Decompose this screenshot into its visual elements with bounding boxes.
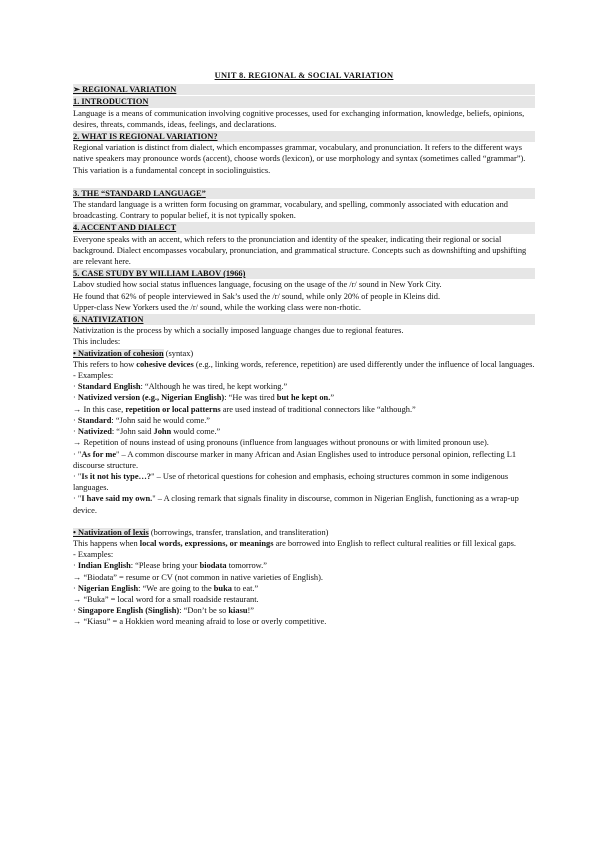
lexis-title: • Nativization of lexis [73,527,149,537]
cohesion-example-6: → Repetition of nouns instead of using pronouns (influence from languages without pronouns or with limited pronoun use). [73,438,489,448]
text-run-bold: Is it not his type…? [81,471,152,481]
heading-nativization: 6. NATIVIZATION [73,314,535,325]
text-run-bold: but he kept on. [276,393,331,403]
heading-case-study-labov: 5. CASE STUDY BY WILLIAM LABOV (1966) [73,268,535,279]
text-run: : “Don’t be so [179,606,229,616]
lexis-example-5 [73,605,535,616]
cohesion-example-4 [73,415,535,426]
lexis-example-3 [73,583,535,594]
paragraph-standard-language: The standard language is a written form focusing on grammar, vocabulary, and spelling, commonly associated with education and broadcasting. Contrary to popular belief, it is not typically spoken. [73,200,508,221]
text-run-bold: Nativized [77,427,112,437]
text-run-bold: local words, expressions, or meanings [139,538,274,548]
cohesion-example-3 [73,404,535,415]
text-run: ” [330,393,335,403]
text-run: would come.” [171,427,221,437]
text-run: · [73,561,78,571]
text-run: tomorrow.” [226,561,267,571]
text-run: · [73,393,78,403]
text-run: · [73,382,78,392]
heading-accent-dialect: 4. ACCENT AND DIALECT [73,222,535,233]
lexis-intro [73,538,535,549]
text-run: to eat.” [231,583,259,593]
text-run: " – A common discourse marker in many African and Asian Englishes used to introduce personal opinion, reflecting L1 discourse structure. [73,449,517,470]
text-run-bold: As for me [81,449,117,459]
text-run: : “John said he would come.” [111,415,211,425]
text-run-bold: Nativized version (e.g., Nigerian English) [77,393,225,403]
text-run: " – A closing remark that signals finality in discourse, common in Nigerian English, functioning as a wrap-up device. [73,494,519,515]
cohesion-example-1 [73,381,535,392]
text-run-bold: I have said my own. [81,494,153,504]
text-run: · [73,427,78,437]
document-page [73,70,535,628]
lexis-example-1 [73,560,535,571]
subheading-lexis [73,527,535,538]
text-run-bold: Nigerian English [77,583,139,593]
text-run: This happens when [73,538,140,548]
heading-introduction: 1. INTRODUCTION [73,96,535,107]
text-run-bold: biodata [199,561,227,571]
cohesion-example-2 [73,392,535,403]
cohesion-title: • Nativization of cohesion [73,348,164,358]
text-run: (e.g., linking words, reference, repetition) are used differently under the influence of local languages. [193,359,535,369]
labov-line-1: Labov studied how social status influences language, focusing on the usage of the /r/ sound in New York City. [73,280,442,290]
heading-what-is-regional-variation: 2. WHAT IS REGIONAL VARIATION? [73,131,535,142]
cohesion-intro [73,359,535,370]
labov-line-3: Upper-class New Yorkers used the /r/ sound, while the working class were non-rhotic. [73,302,362,312]
lexis-example-4: → “Buka” = local word for a small roadside restaurant. [73,594,259,604]
nativization-includes: This includes: [73,337,121,347]
text-run: : “John said [111,427,154,437]
spacer [73,176,535,187]
paragraph-accent-dialect: Everyone speaks with an accent, which refers to the pronunciation and identity of the speaker, indicating their regional or social background. Dialect encompasses vocabulary, pronunciation, and grammatical structure. Concepts such as downshifting and upshifting are relevant here. [73,234,527,267]
text-run: · [73,606,78,616]
section-heading-regional-variation: ➢ REGIONAL VARIATION [73,84,535,95]
text-run-bold: kiasu [228,606,248,616]
text-run-bold: cohesive devices [136,359,194,369]
text-run-bold: Indian English [77,561,131,571]
document-title: UNIT 8. REGIONAL & SOCIAL VARIATION [214,71,394,80]
paragraph-regional-variation: Regional variation is distinct from dialect, which encompasses grammar, vocabulary, and pronunciation. It refers to the different ways native speakers may pronounce words (accent), choose words (lexicon), or use morphology and syntax (sometimes called “grammar”). This variation is a fundamental concept in sociolinguistics. [73,143,526,175]
lexis-example-2: → “Biodata” = resume or CV (not common in native varieties of English). [73,572,323,582]
cohesion-example-5 [73,426,535,437]
heading-standard-language: 3. THE “STANDARD LANGUAGE” [73,188,535,199]
text-run: → In this case, [73,404,126,414]
lexis-title-rest: (borrowings, transfer, translation, and transliteration) [148,527,329,537]
text-run-bold: Standard [77,415,112,425]
cohesion-examples-label: - Examples: [73,371,114,381]
lexis-examples-label: - Examples: [73,550,114,560]
text-run: are used instead of traditional connectors like “although.” [220,404,416,414]
text-run-bold: John [153,427,172,437]
text-run: : “Please bring your [130,561,200,571]
text-run-bold: Singapore English (Singlish) [77,606,180,616]
spacer [73,516,535,527]
text-run: · " [73,494,82,504]
text-run: · " [73,449,82,459]
paragraph-introduction: Language is a means of communication involving cognitive processes, used for exchanging information, knowledge, beliefs, opinions, desires, threats, commands, ideas, feelings, and declarations. [73,108,525,129]
subheading-cohesion [73,348,535,359]
text-run-bold: buka [213,583,232,593]
labov-line-2: He found that 62% of people interviewed in Sak’s used the /r/ sound, while only 20% of people in Kleins did. [73,291,441,301]
text-run: !” [247,606,254,616]
cohesion-title-rest: (syntax) [163,348,194,358]
cohesion-example-8 [73,471,535,493]
paragraph-nativization: Nativization is the process by which a socially imposed language changes due to regional features. [73,326,404,336]
text-run: : “He was tired [224,393,277,403]
text-run: are borrowed into English to reflect cultural realities or fill lexical gaps. [273,538,517,548]
text-run: · " [73,471,82,481]
text-run: : “Although he was tired, he kept working.” [140,382,288,392]
text-run-bold: Standard English [77,382,141,392]
lexis-example-6: → “Kiasu” = a Hokkien word meaning afraid to lose or overly competitive. [73,617,327,627]
cohesion-example-9 [73,493,535,515]
text-run: : “We are going to the [138,583,214,593]
cohesion-example-7 [73,449,535,471]
text-run: · [73,583,78,593]
text-run-bold: repetition or local patterns [125,404,221,414]
text-run: · [73,415,78,425]
text-run: " – Use of rhetorical questions for cohesion and emphasis, echoing structures common in some indigenous languages. [73,471,509,493]
text-run: This refers to how [73,359,137,369]
